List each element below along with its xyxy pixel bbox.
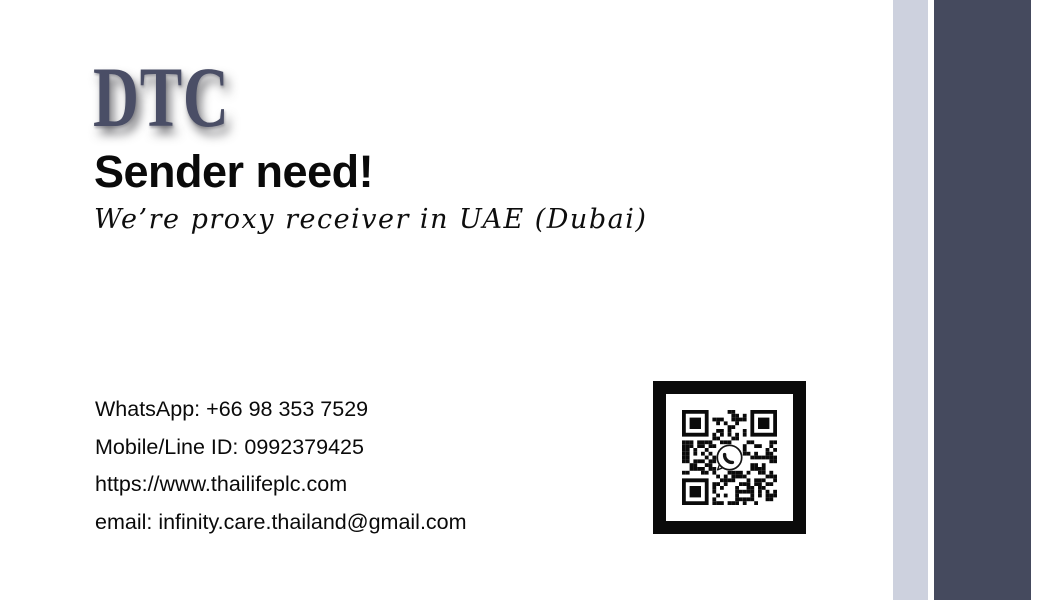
contact-email: email: infinity.care.thailand@gmail.com bbox=[95, 509, 467, 534]
contact-mobile-line-id: Mobile/Line ID: 0992379425 bbox=[95, 434, 364, 459]
contact-website: https://www.thailifeplc.com bbox=[95, 472, 348, 497]
tagline: We’re proxy receiver in UAE (Dubai) bbox=[94, 204, 648, 235]
whatsapp-icon bbox=[717, 445, 741, 470]
accent-bar-dark bbox=[934, 0, 1031, 600]
whatsapp-qr-code bbox=[653, 381, 806, 534]
contact-block bbox=[95, 391, 467, 541]
accent-bar-light bbox=[893, 0, 928, 600]
dtc-logo: DTC bbox=[93, 49, 230, 145]
contact-whatsapp: WhatsApp: +66 98 353 7529 bbox=[95, 397, 369, 421]
headline: Sender need! bbox=[94, 146, 374, 197]
